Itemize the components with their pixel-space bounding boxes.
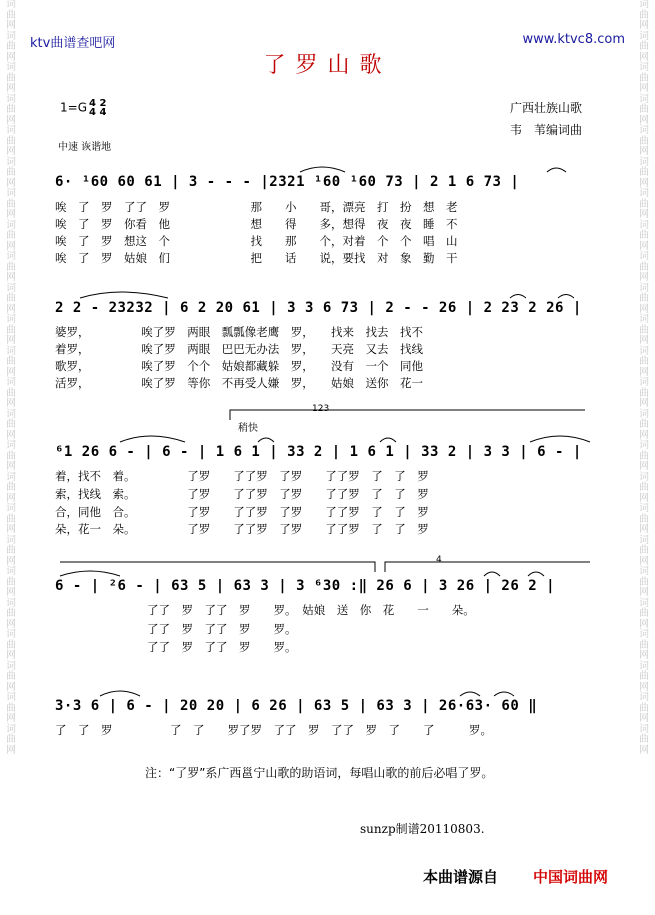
lyric-row-4-verse-2: 了了 罗 了了 罗 罗。 xyxy=(55,622,297,636)
lyric-row-4-verse-1: 了了 罗 了了 罗 罗。 姑娘 送 你 花 一 朵。 xyxy=(55,603,475,617)
lyric-row-3-verse-3: 合，同他 合。 了罗 了了罗 了罗 了了罗 了 了 罗 xyxy=(55,505,429,519)
slur-row5-a xyxy=(100,691,140,696)
song-title: 了罗山歌 xyxy=(263,53,392,78)
site-url-right[interactable]: www.ktvc8.com xyxy=(522,32,625,47)
tempo-change: 稍快 xyxy=(238,423,258,434)
tempo-marking: 中速 诙谐地 xyxy=(58,142,112,153)
watermark-right: 词曲网词曲网词曲网词曲网词曲网词曲网词曲网词曲网词曲网词曲网词曲网词曲网词曲网词曲网词曲网词曲网词曲网词曲网词曲网词曲网词曲网词曲网词曲网词曲网 xyxy=(639,0,649,756)
slur-row4-c xyxy=(528,572,544,576)
slur-row5-c xyxy=(494,692,514,696)
slur-row4-b xyxy=(484,572,500,576)
transcriber-signature: sunzp制谱20110803. xyxy=(360,822,485,836)
lyric-row-4-verse-3: 了了 罗 了了 罗 罗。 xyxy=(55,640,297,654)
key-label: 1=G xyxy=(60,100,87,115)
lyric-row-2-verse-4: 活罗， 唉了罗 等你 不再受人嫌 罗， 姑娘 送你 花一 xyxy=(55,376,423,390)
lyric-row-3-verse-1: 着，找不 着。 了罗 了了罗 了罗 了了罗 了 了 罗 xyxy=(55,469,429,483)
site-name-left[interactable]: ktv曲谱查吧网 xyxy=(30,36,116,51)
score-row-5: 3·3 6 | 6 - | 20 20 | 6 26 | 63 5 | 63 3 | 26·63· 60 ‖ xyxy=(55,698,538,714)
lyric-row-1-verse-2: 唉 了 罗 你看 他 想 得 多，想得 夜 夜 睡 不 xyxy=(55,217,458,231)
lyric-row-5-verse-1: 了 了 罗 了 了 罗了罗 了了 罗 了了 罗 了 了 罗。 xyxy=(55,723,492,737)
lyric-row-3-verse-2: 索，找线 索。 了罗 了了罗 了罗 了了罗 了 了 罗 xyxy=(55,487,429,501)
song-arranger: 韦 苇编词曲 xyxy=(510,123,583,137)
lyric-row-2-verse-2: 着罗， 唉了罗 两眼 巴巴无办法 罗， 天亮 又去 找线 xyxy=(55,342,423,356)
slur-row3-d xyxy=(530,436,590,442)
slur-row4-a xyxy=(60,571,120,576)
slur-row2-c xyxy=(558,295,574,299)
slur-row1-b xyxy=(547,168,566,172)
watermark-left: 词曲网词曲网词曲网词曲网词曲网词曲网词曲网词曲网词曲网词曲网词曲网词曲网词曲网词曲网词曲网词曲网词曲网词曲网词曲网词曲网词曲网词曲网词曲网词曲网 xyxy=(6,0,16,756)
slur-row3-c xyxy=(380,438,396,442)
time-signature xyxy=(89,99,106,117)
lyric-row-3-verse-4: 朵，花一 朵。 了罗 了了罗 了罗 了了罗 了 了 罗 xyxy=(55,522,429,536)
lyric-row-2-verse-1: 婆罗， 唉了罗 两眼 瓢瓢像老鹰 罗， 找来 找去 找不 xyxy=(55,325,423,339)
lyric-row-1-verse-4: 唉 了 罗 姑娘 们 把 话 说，要找 对 象 勤 干 xyxy=(55,251,458,265)
time-signature-top: 4 2 xyxy=(89,98,107,109)
source-site-name[interactable]: 中国词曲网 xyxy=(533,868,609,886)
volta-bracket-2 xyxy=(60,562,375,572)
lyric-row-2-verse-3: 歌罗， 唉了罗 个个 姑娘都藏躲 罗， 没有 一个 同他 xyxy=(55,359,423,373)
slur-row2-b xyxy=(510,295,526,299)
volta-bracket-1 xyxy=(230,410,585,420)
slur-row3-b xyxy=(258,438,274,442)
volta-bracket-3 xyxy=(385,562,590,572)
time-signature-bottom: 4 4 xyxy=(89,107,107,118)
score-row-3: ⁶1 26 6 - | 6 - | 1 6 1 | 33 2 | 1 6 1 | 33 2 | 3 3 | 6 - | xyxy=(55,444,582,460)
slur-row2-a xyxy=(80,292,168,298)
key-signature xyxy=(60,99,106,117)
score-row-1: 6· ¹60 60 61 | 3 - - - |2321 ¹60 ¹60 73 | 2 1 6 73 | xyxy=(55,174,520,190)
slur-row3-a xyxy=(120,436,185,442)
slur-row5-b xyxy=(460,692,480,696)
slur-row1-a xyxy=(300,167,345,172)
lyric-row-1-verse-3: 唉 了 罗 想这 个 找 那 个，对着 个 个 唱 山 xyxy=(55,234,458,248)
lyric-row-1-verse-1: 唉 了 罗 了了 罗 那 小 哥，漂亮 打 扮 想 老 xyxy=(55,200,458,214)
footnote: 注：“了罗”系广西邕宁山歌的助语词，每唱山歌的前后必唱了罗。 xyxy=(145,766,494,780)
song-origin: 广西壮族山歌 xyxy=(510,101,583,115)
repeat-marker-4: 4 xyxy=(436,555,442,565)
score-row-4: 6 - | ²6 - | 63 5 | 63 3 | 3 ⁶30 :‖ 26 6 | 3 26 | 26 2 | xyxy=(55,578,556,594)
section-marker-123: 123 xyxy=(312,404,330,414)
score-row-2: 2 2 - 23232 | 6 2 20 61 | 3 3 6 73 | 2 - - 26 | 2 23 2 26 | xyxy=(55,300,582,316)
source-label: 本曲谱源自 xyxy=(423,868,499,886)
